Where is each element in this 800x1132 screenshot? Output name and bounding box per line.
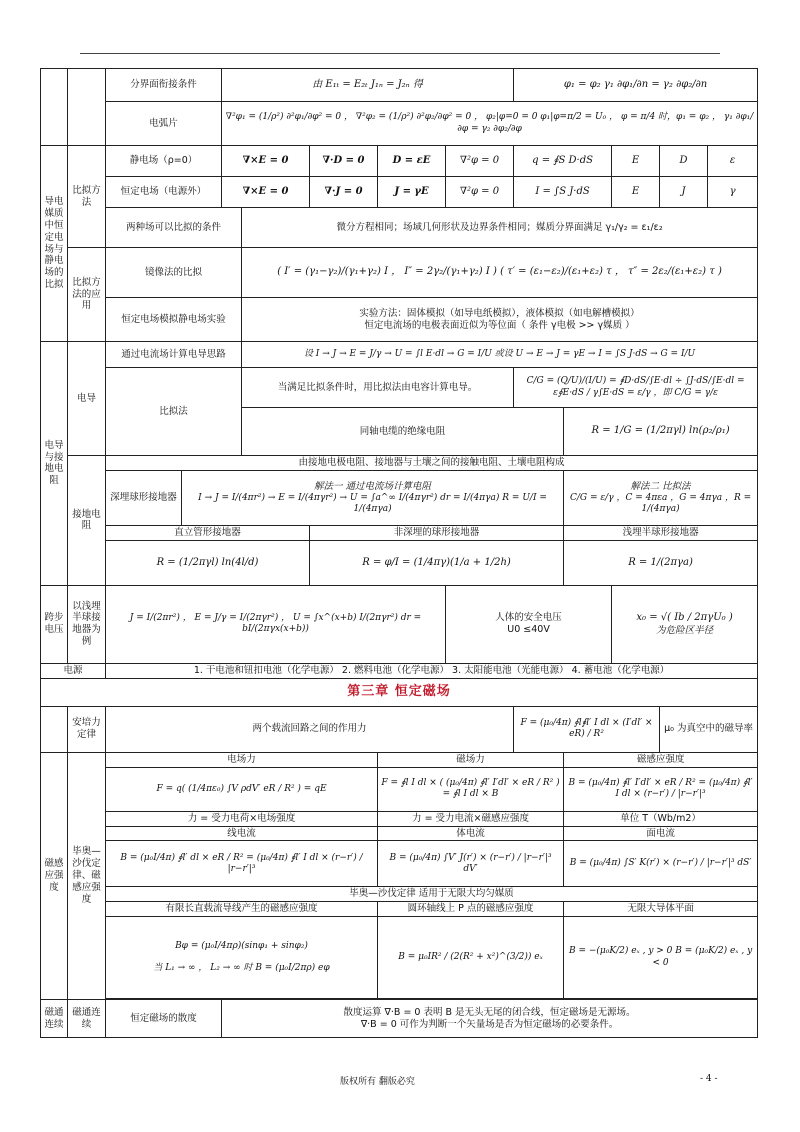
image-method-eq: ( I′ = (γ₁−γ₂)/(γ₁+γ₂) I ， I″ = 2γ₂/(γ₁+γ₂) I ) ( τ′ = (ε₁−ε₂)/(ε₁+ε₂) τ ， τ″ = 2ε₂/(ε₁+ε₂) τ ) — [242, 248, 758, 298]
section-magnetic-title: 磁感应强度 — [41, 752, 68, 999]
method1-eq: I → J = I/(4πr²) → E = I/(4πγr²) → U = ∫a^∞ I/(4πγr²) dr = I/(4πγa) R = U/I = 1/(4πγa) — [198, 492, 547, 514]
sf-sym-e: E — [612, 177, 660, 208]
divergence-label: 恒定磁场的散度 — [106, 1000, 222, 1038]
surface-current-heading: 面电流 — [564, 826, 758, 841]
blank-cell — [41, 69, 68, 146]
finite-wire-eq-a: Bφ = (μ₀I/4πρ)(sinφ₁ + sinφ₂) — [175, 941, 308, 952]
safe-voltage-value: U0 ≤40V — [507, 624, 550, 636]
deep-sphere-label: 深埋球形接地器 — [106, 470, 182, 525]
copyright-text: 版权所有 翻版必究 — [340, 1077, 415, 1087]
simulation-label: 恒定电场模拟静电场实验 — [106, 298, 242, 342]
electric-force-eq: F = q( (1/4πε₀) ∫V ρdV′ eR / R² ) = qE — [106, 767, 378, 811]
analogy-calc-text: 当满足比拟条件时，用比拟法由电容计算电导。 — [242, 368, 514, 408]
method1-heading: 解法一 通过电流场计算电阻 — [314, 480, 432, 492]
power-source-label: 电源 — [41, 663, 106, 678]
ring-axis-heading: 圆环轴线上 P 点的磁感应强度 — [378, 902, 564, 917]
ampere-law-note: μ₀ 为真空中的磁导率 — [660, 706, 758, 752]
conductance-method-eq: 设 I → J → E = J/γ → U = ∫l E·dl → G = I/U 或设 U → E → J = γE → I = ∫S J·dS → G = I/U — [242, 342, 758, 368]
interface-condition-result: φ₁ = φ₂ γ₁ ∂φ₁/∂n = γ₂ ∂φ₂/∂n — [514, 69, 758, 102]
sf-curl: ∇×E = 0 — [222, 177, 310, 208]
finite-wire-eq-b: 当 L₁ → ∞ ， L₂ → ∞ 时 B = (μ₀I/2πρ) eφ — [153, 962, 330, 973]
finite-wire-heading: 有限长直载流导线产生的磁感应强度 — [106, 902, 378, 917]
flux-continuity-1: 磁通连续 — [41, 1000, 68, 1038]
shallow-sphere-heading: 非深埋的球形接地器 — [310, 525, 564, 540]
surface-current-eq: B = (μ₀/4π) ∫S′ K(r′) × (r−r′) / |r−r′|³ dS′ — [564, 841, 758, 887]
header-rule — [80, 53, 720, 54]
es-curl: ∇×E = 0 — [222, 146, 310, 177]
conductance-method-label: 通过电流场计算电导思路 — [106, 342, 242, 368]
flux-density-eq: B = (μ₀/4π) ∮l′ I′dl′ × eR / R² = (μ₀/4π) ∮l′ I dl × (r−r′) / |r−r′|³ — [564, 767, 758, 811]
volume-current-eq: B = (μ₀/4π) ∫V′ J(r′) × (r−r′) / |r−r′|³ dV′ — [378, 841, 564, 887]
step-voltage-eq: J = I/(2πr²) ， E = J/γ = I/(2πγr²) ， U = ∫x^(x+b) I/(2πγr²) dr = bI/(2πγx(x+b)) — [106, 585, 446, 663]
volume-current-heading: 体电流 — [378, 826, 564, 841]
es-sym-e: E — [612, 146, 660, 177]
step-voltage-sub: 以浅埋半球接地器为例 — [68, 585, 106, 663]
simulation-line-2: 恒定电流场的电极表面近似为等位面（ 条件 γ电极 >> γ媒质 ） — [364, 319, 635, 331]
infinite-plane-eq: B = −(μ₀K/2) eₓ , y > 0 B = (μ₀K/2) eₓ , y < 0 — [564, 917, 758, 999]
divergence-line-2: ∇·B = 0 可作为判断一个矢量场是否为恒定磁场的必要条件。 — [360, 1018, 619, 1030]
summary-table — [40, 68, 758, 1038]
es-sym-eps: ε — [708, 146, 758, 177]
conductance-label: 电导 — [68, 342, 106, 456]
interface-condition-label: 分界面衔接条件 — [106, 69, 222, 102]
electric-force-note: 力 = 受力电荷×电场强度 — [106, 811, 378, 826]
biot-savart-label: 毕奥—沙伐定律、磁感应强度 — [68, 752, 106, 999]
coax-eq: R = 1/G = (1/2πγl) ln(ρ₂/ρ₁) — [564, 408, 758, 456]
danger-radius-eq: x₀ = √( Ib / 2πγU₀ ) — [636, 612, 733, 624]
ampere-law-label: 安培力定律 — [68, 706, 106, 752]
sf-laplace: ∇²φ = 0 — [446, 177, 514, 208]
vertical-pipe-heading: 直立管形接地器 — [106, 525, 310, 540]
analogy-calc-eq: C/G = (Q/U)/(I/U) = ∮D·dS/∫E·dl ÷ ∫J·dS/∫E·dl = ε∮E·dS / γ∫E·dS = ε/γ ，即 C/G = γ/ε — [514, 368, 758, 408]
analogy-method-label: 比拟方法 — [68, 146, 106, 248]
hemisphere-heading: 浅埋半球形接地器 — [564, 525, 758, 540]
divergence-text — [222, 1000, 758, 1038]
analogy-application-label: 比拟方法的应用 — [68, 248, 106, 342]
finite-wire-eq — [106, 917, 378, 999]
biot-savart-applicability: 毕奥—沙伐定律 适用于无限大均匀媒质 — [106, 887, 758, 902]
analogy-condition-label: 两种场可以比拟的条件 — [106, 208, 242, 248]
simulation-text — [242, 298, 758, 342]
es-sym-d: D — [660, 146, 708, 177]
flux-density-unit: 单位 T（Wb/m2） — [564, 811, 758, 826]
infinite-plane-heading: 无限大导体平面 — [564, 902, 758, 917]
grounding-composition: 由接地电极电阻、接地器与土壤之间的接触电阻、土壤电阻构成 — [106, 456, 758, 471]
flux-continuity-2: 磁通连续 — [68, 1000, 106, 1038]
arc-piece-eq: ∇²φ₁ = (1/ρ²) ∂²φ₁/∂φ² = 0 ， ∇²φ₂ = (1/ρ²) ∂²φ₂/∂φ² = 0 ， φ₂|φ=0 = 0 φ₁|φ=π/2 = U₀ ， φ = π/4 时，φ₁ = φ₂ ， γ₁ ∂φ₁/∂φ = γ₂ ∂φ₂/∂φ — [222, 102, 758, 146]
section-conductance-title: 电导与接地电阻 — [41, 342, 68, 586]
electric-force-heading: 电场力 — [106, 752, 378, 767]
simulation-line-1: 实验方法：固体模拟（如导电纸模拟），液体模拟（如电解槽模拟） — [359, 307, 640, 319]
image-method-label: 镜像法的比拟 — [106, 248, 242, 298]
sf-constitutive: J = γE — [378, 177, 446, 208]
ampere-law-eq: F = (μ₀/4π) ∮l∮l′ I dl × (I′dl′ × eR) / R² — [514, 706, 660, 752]
shallow-sphere-eq: R = φ/I = (1/4πγ)(1/a + 1/2h) — [310, 540, 564, 585]
blank-cell — [41, 706, 68, 752]
step-voltage-title: 跨步电压 — [41, 585, 68, 663]
sf-sym-j: J — [660, 177, 708, 208]
power-source-list: 1. 干电池和钮扣电池（化学电源） 2. 燃料电池（化学电源） 3. 太阳能电池（光能电源） 4. 蓄电池（化学电源） — [106, 663, 758, 678]
method2-eq: C/G = ε/γ ，C = 4πεa ，G = 4πγa ，R = 1/(4πγa) — [569, 492, 752, 514]
es-div: ∇·D = 0 — [310, 146, 378, 177]
es-flux: q = ∮S D·dS — [514, 146, 612, 177]
deep-sphere-method2 — [564, 470, 758, 525]
magnetic-force-note: 力 = 受力电流×磁感应强度 — [378, 811, 564, 826]
es-constitutive: D = εE — [378, 146, 446, 177]
line-current-eq: B = (μ₀I/4π) ∮l′ dl × eR / R² = (μ₀/4π) ∮l′ I dl × (r−r′) / |r−r′|³ — [106, 841, 378, 887]
hemisphere-eq: R = 1/(2πγa) — [564, 540, 758, 585]
grounding-label: 接地电阻 — [68, 456, 106, 586]
divergence-line-1: 散度运算 ∇·B = 0 表明 B 是无头无尾的闭合线，恒定磁场是无源场。 — [343, 1006, 636, 1018]
section-analogy-title: 导电媒质中恒定电场与静电场的比拟 — [41, 146, 68, 342]
analogy-calc-label: 比拟法 — [106, 368, 242, 456]
page-number: - 4 - — [700, 1074, 718, 1084]
sf-div: ∇·J = 0 — [310, 177, 378, 208]
steady-field-label: 恒定电场（电源外） — [106, 177, 222, 208]
interface-condition-eq: 由 E₁ₜ = E₂ₜ J₁ₙ = J₂ₙ 得 — [222, 69, 514, 102]
method2-heading: 解法二 比拟法 — [630, 480, 691, 492]
coax-label: 同轴电缆的绝缘电阻 — [242, 408, 564, 456]
danger-radius — [612, 585, 758, 663]
magnetic-force-eq: F = ∮l I dl × ( (μ₀/4π) ∮l′ I′dl′ × eR / R² ) = ∮l I dl × B — [378, 767, 564, 811]
analogy-condition-text: 微分方程相同；场域几何形状及边界条件相同；媒质分界面满足 γ₁/γ₂ = ε₁/ε₂ — [242, 208, 758, 248]
es-laplace: ∇²φ = 0 — [446, 146, 514, 177]
safe-voltage — [446, 585, 612, 663]
chapter-title: 第三章 恒定磁场 — [41, 678, 758, 706]
electrostatic-label: 静电场（ρ=0） — [106, 146, 222, 177]
formula-sheet — [40, 68, 757, 1038]
danger-radius-note: 为危险区半径 — [656, 624, 714, 636]
sf-sym-gamma: γ — [708, 177, 758, 208]
deep-sphere-method1 — [182, 470, 564, 525]
flux-density-heading: 磁感应强度 — [564, 752, 758, 767]
sf-current: I = ∫S J·dS — [514, 177, 612, 208]
vertical-pipe-eq: R = (1/2πγl) ln(4l/d) — [106, 540, 310, 585]
blank-cell — [68, 69, 106, 146]
safe-voltage-label: 人体的安全电压 — [495, 612, 562, 624]
line-current-heading: 线电流 — [106, 826, 378, 841]
arc-piece-label: 电弧片 — [106, 102, 222, 146]
ampere-law-text: 两个载流回路之间的作用力 — [106, 706, 514, 752]
magnetic-force-heading: 磁场力 — [378, 752, 564, 767]
ring-axis-eq: B = μ₀IR² / (2(R² + x²)^(3/2)) eₓ — [378, 917, 564, 999]
